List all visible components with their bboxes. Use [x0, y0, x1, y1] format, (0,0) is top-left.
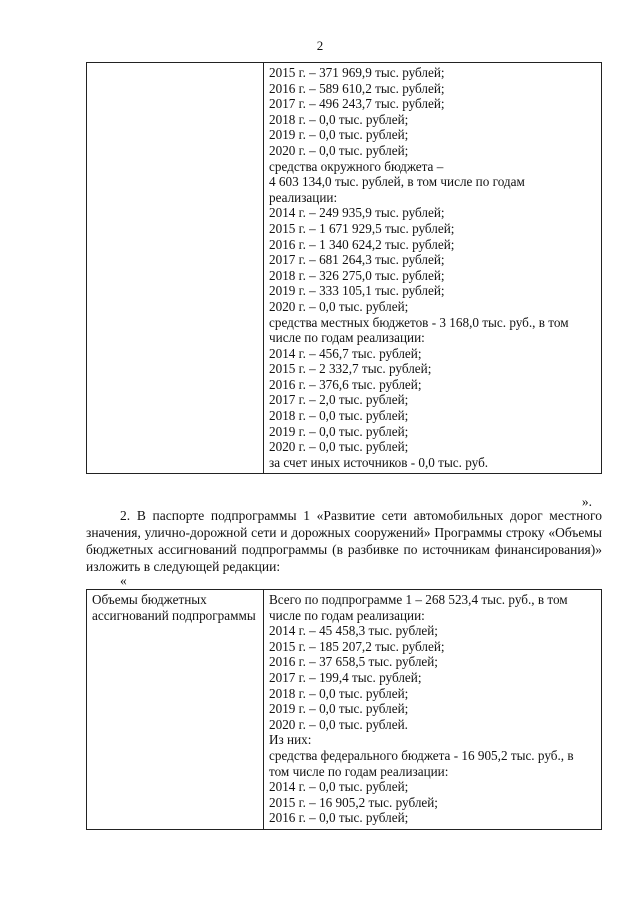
- funding-line: 2017 г. – 2,0 тыс. рублей;: [269, 392, 409, 408]
- funding-line: 2019 г. – 0,0 тыс. рублей;: [269, 701, 409, 717]
- funding-line: средства федерального бюджета - 16 905,2 тыс. руб., в: [269, 747, 574, 763]
- funding-line: 2018 г. – 0,0 тыс. рублей;: [269, 111, 409, 127]
- table-right-cell: [264, 590, 602, 830]
- amendment-paragraph: 2. В паспорте подпрограммы 1 «Развитие сети автомобильных дорог местного значения, улично-дорожной сети и дорожных сооружений» Программы строку «Объемы бюджетных ассигнований подпрограммы (в разбивке по источникам финансирования)» изложить в следующей редакции:: [86, 508, 602, 574]
- funding-line: 2020 г. – 0,0 тыс. рублей;: [269, 439, 409, 455]
- funding-line: числе по годам реализации:: [269, 607, 425, 623]
- funding-line: реализации:: [269, 189, 338, 205]
- page-number: 2: [316, 38, 324, 53]
- funding-line: 2014 г. – 249 935,9 тыс. рублей;: [269, 205, 445, 221]
- funding-line: том числе по годам реализации:: [269, 763, 449, 779]
- funding-line: 2018 г. – 326 275,0 тыс. рублей;: [269, 267, 445, 283]
- funding-line: 2017 г. – 199,4 тыс. рублей;: [269, 669, 422, 685]
- funding-line: средства окружного бюджета –: [269, 158, 444, 174]
- table-right-cell: [264, 63, 602, 474]
- funding-line: 4 603 134,0 тыс. рублей, в том числе по годам: [269, 174, 525, 190]
- funding-line: 2014 г. – 45 458,3 тыс. рублей;: [269, 623, 438, 639]
- funding-line: Всего по подпрограмме 1 – 268 523,4 тыс. руб., в том: [269, 592, 568, 607]
- funding-line: 2015 г. – 2 332,7 тыс. рублей;: [269, 361, 432, 377]
- table-row: [87, 63, 602, 474]
- funding-line: 2017 г. – 681 264,3 тыс. рублей;: [269, 252, 445, 268]
- table-left-cell: [87, 63, 264, 474]
- funding-line: 2016 г. – 589 610,2 тыс. рублей;: [269, 80, 445, 96]
- funding-line: 2014 г. – 456,7 тыс. рублей;: [269, 345, 422, 361]
- funding-line: Из них:: [269, 732, 312, 748]
- funding-line: 2016 г. – 376,6 тыс. рублей;: [269, 376, 422, 392]
- funding-line: 2015 г. – 1 671 929,5 тыс. рублей;: [269, 220, 455, 236]
- subprogram-funding-table: [86, 589, 602, 830]
- funding-line: 2014 г. – 0,0 тыс. рублей;: [269, 779, 409, 795]
- funding-line: 2018 г. – 0,0 тыс. рублей;: [269, 408, 409, 424]
- funding-line: 2018 г. – 0,0 тыс. рублей;: [269, 685, 409, 701]
- funding-line: числе по годам реализации:: [269, 330, 425, 346]
- funding-line: 2020 г. – 0,0 тыс. рублей;: [269, 142, 409, 158]
- funding-line: 2020 г. – 0,0 тыс. рублей.: [269, 716, 408, 732]
- funding-line: 2017 г. – 496 243,7 тыс. рублей;: [269, 96, 445, 112]
- closing-quote: ».: [581, 494, 592, 509]
- funding-line: 2020 г. – 0,0 тыс. рублей;: [269, 298, 409, 314]
- funding-line: 2019 г. – 0,0 тыс. рублей;: [269, 127, 409, 143]
- funding-line: 2016 г. – 1 340 624,2 тыс. рублей;: [269, 236, 455, 252]
- funding-line: средства местных бюджетов - 3 168,0 тыс. руб., в том: [269, 314, 569, 330]
- funding-line: 2016 г. – 0,0 тыс. рублей;: [269, 810, 409, 826]
- funding-line: 2019 г. – 0,0 тыс. рублей;: [269, 423, 409, 439]
- funding-line: 2015 г. – 185 207,2 тыс. рублей;: [269, 638, 445, 654]
- table-row: [87, 590, 602, 830]
- funding-line: 2015 г. – 16 905,2 тыс. рублей;: [269, 794, 438, 810]
- subprogram-funding-label: Объемы бюджетных ассигнований подпрограммы: [87, 590, 264, 830]
- funding-line: 2019 г. – 333 105,1 тыс. рублей;: [269, 283, 445, 299]
- funding-table-continued: [86, 62, 602, 474]
- funding-line: 2016 г. – 37 658,5 тыс. рублей;: [269, 654, 438, 670]
- opening-quote: «: [120, 573, 127, 588]
- funding-line: 2015 г. – 371 969,9 тыс. рублей;: [269, 65, 445, 80]
- funding-line: за счет иных источников - 0,0 тыс. руб.: [269, 454, 489, 470]
